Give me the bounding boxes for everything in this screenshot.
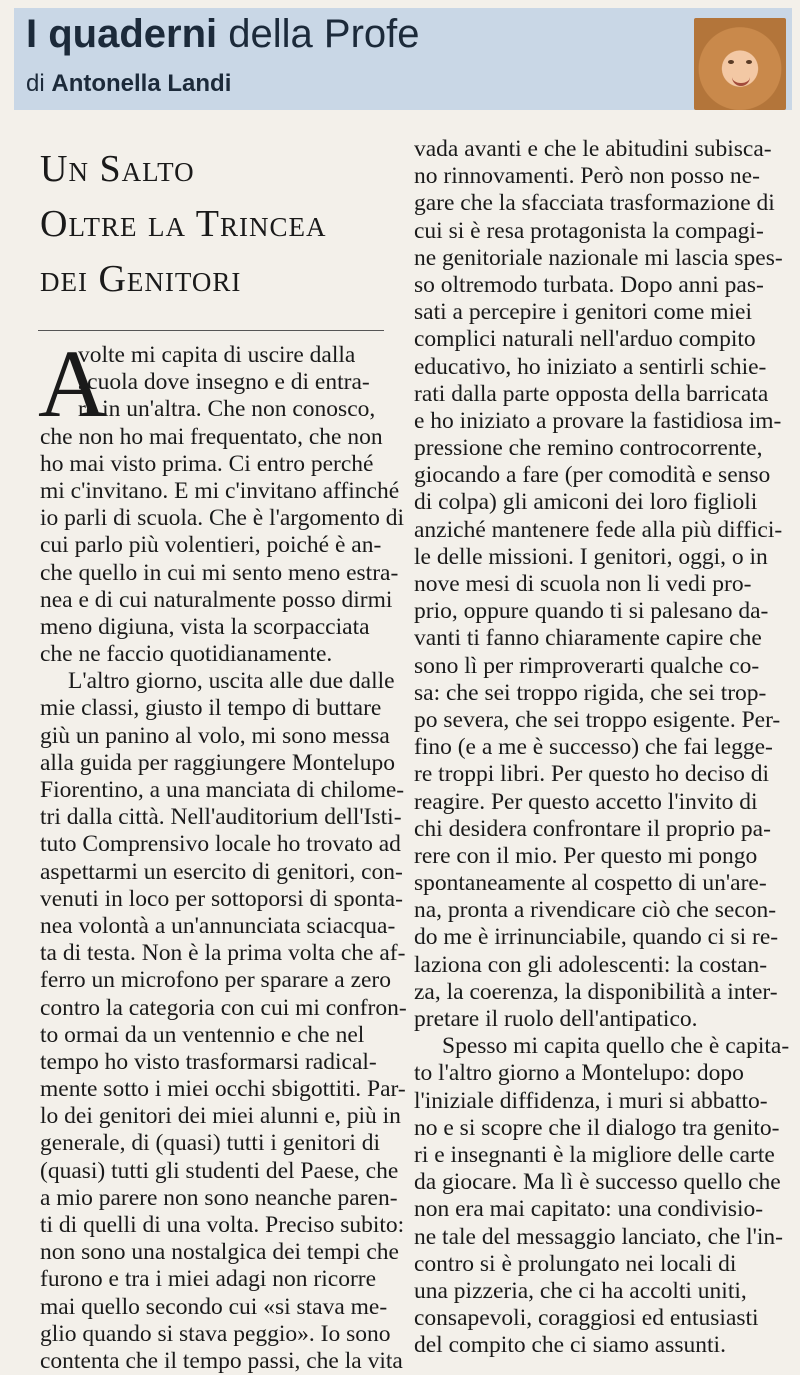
text-line: anziché mantenere fede alla più diffici- xyxy=(414,516,783,543)
text-line: che ne faccio quotidianamente. xyxy=(40,641,333,668)
text-line: pressione che remino controcorrente, xyxy=(414,435,763,462)
text-line: mai quello secondo cui «si stava me- xyxy=(40,1293,388,1320)
text-line: za, la coerenza, la disponibilità a inter- xyxy=(414,978,778,1005)
text-line: io parli di scuola. Che è l'argomento di xyxy=(40,505,405,532)
headline-line: Oltre la Trincea xyxy=(40,203,327,245)
text-line: consapevoli, coraggiosi ed entusiasti xyxy=(414,1305,759,1332)
text-line: to ormai da un ventennio e che nel xyxy=(40,1021,365,1048)
text-line: re in un'altra. Che non conosco, xyxy=(78,396,376,423)
text-line: le delle missioni. I genitori, oggi, o in xyxy=(414,543,768,570)
text-line: tempo ho visto trasformarsi radical- xyxy=(40,1048,377,1075)
text-line: cui parlo più volentieri, poiché è an- xyxy=(40,532,382,559)
text-line: meno digiuna, vista la scorpacciata xyxy=(40,613,370,640)
column-header xyxy=(14,8,792,110)
text-line: giocando a fare (per comodità e senso xyxy=(414,462,771,489)
text-line: da giocare. Ma lì è successo quello che xyxy=(414,1169,781,1196)
text-line: sa: che sei troppo rigida, che sei trop- xyxy=(414,679,767,706)
text-line: venuti in loco per sottoporsi di sponta- xyxy=(40,885,403,912)
text-line: pretare il ruolo dell'antipatico. xyxy=(414,1006,698,1032)
column-title xyxy=(26,12,420,56)
text-line: ho mai visto prima. Ci entro perché xyxy=(40,450,374,477)
author-photo xyxy=(694,18,786,110)
text-line: l'iniziale diffidenza, i muri si abbatto- xyxy=(414,1087,768,1114)
text-line: non era mai capitato: una condivisio- xyxy=(414,1196,764,1223)
text-line: generale, di (quasi) tutti i genitori di xyxy=(40,1130,381,1157)
text-line: ta di testa. Non è la prima volta che af- xyxy=(40,940,406,967)
text-line: vanti ti fanno chiaramente capire che xyxy=(414,625,762,652)
text-line: po severa, che sei troppo esigente. Per- xyxy=(414,706,781,733)
text-line: glio quando si stava peggio». Io sono xyxy=(40,1320,391,1347)
text-line: giù un panino al volo, mi sono messa xyxy=(40,722,390,749)
text-line: prio, oppure quando ti si palesano da- xyxy=(414,598,769,625)
text-line: di colpa) gli amiconi dei loro figlioli xyxy=(414,489,758,516)
text-line: to l'altro giorno a Montelupo: dopo xyxy=(414,1060,744,1087)
text-line: che non ho mai frequentato, che non xyxy=(40,423,383,450)
byline-prefix: di xyxy=(26,70,45,97)
text-line: educativo, ho iniziato a sentirli schie- xyxy=(414,353,767,380)
text-line: tri dalla città. Nell'auditorium dell'Isti- xyxy=(40,804,402,831)
text-line: aspettarmi un esercito di genitori, con- xyxy=(40,858,403,885)
text-line: ti di quelli di una volta. Preciso subito: xyxy=(40,1212,405,1238)
text-line: una pizzeria, che ci ha accolti uniti, xyxy=(414,1277,747,1304)
byline xyxy=(26,70,231,98)
text-line: no e si scopre che il dialogo tra genito- xyxy=(414,1114,780,1141)
text-line: sono lì per rimproverarti qualche co- xyxy=(414,652,760,679)
text-line: na, pronta a rivendicare ciò che secon- xyxy=(414,897,777,924)
text-line: contro la categoria con cui mi confron- xyxy=(40,994,407,1021)
text-line: ne tale del messaggio lanciato, che l'in- xyxy=(414,1223,784,1250)
text-line: L'altro giorno, uscita alle due dalle xyxy=(68,668,395,695)
text-line: Fiorentino, a una manciata di chilome- xyxy=(40,777,405,803)
text-line: a mio parere non sono neanche paren- xyxy=(40,1184,398,1211)
text-line: lo dei genitori dei miei alunni e, più in xyxy=(40,1103,401,1130)
text-line: ferro un microfono per sparare a zero xyxy=(40,967,392,994)
text-line: re troppi libri. Per questo ho deciso di xyxy=(414,761,770,788)
text-line: contenta che il tempo passi, che la vita xyxy=(40,1347,403,1374)
text-line: vada avanti e che le abitudini subisca- xyxy=(414,136,772,162)
text-line: che quello in cui mi sento meno estra- xyxy=(40,559,399,586)
text-line: non sono una nostalgica dei tempi che xyxy=(40,1239,399,1266)
text-line: tuto Comprensivo locale ho trovato ad xyxy=(40,831,401,858)
text-line: alla guida per raggiungere Montelupo xyxy=(40,749,395,776)
text-line: mie classi, giusto il tempo di buttare xyxy=(40,695,382,722)
headline-line: Un Salto xyxy=(40,148,195,190)
article-headline xyxy=(40,142,390,307)
text-line: rati dalla parte opposta della barricata xyxy=(414,380,769,407)
text-line: fino (e a me è successo) che fai legge- xyxy=(414,734,773,761)
text-line: (quasi) tutti gli studenti del Paese, che xyxy=(40,1157,399,1184)
text-line: chi desidera confrontare il proprio pa- xyxy=(414,815,771,842)
text-line: ne genitoriale nazionale mi lascia spes- xyxy=(414,244,783,271)
text-line: mi c'invitano. E mi c'invitano affinché xyxy=(40,477,400,504)
headline-line: dei Genitori xyxy=(40,258,242,300)
drop-cap: A xyxy=(38,330,108,437)
text-line: Spesso mi capita quello che è capita- xyxy=(442,1033,790,1060)
text-line: do me è irrinunciabile, quando ci si re- xyxy=(414,924,779,951)
text-line: gare che la sfacciata trasformazione di xyxy=(414,190,775,217)
text-line: no rinnovamenti. Però non posso ne- xyxy=(414,163,760,190)
text-line: mente sotto i miei occhi sbigottiti. Par- xyxy=(40,1076,406,1103)
text-line: contro si è prolungato nei locali di xyxy=(414,1250,737,1277)
text-line: rere con il mio. Per questo mi pongo xyxy=(414,842,758,869)
text-line: nea e di cui naturalmente posso dirmi xyxy=(40,586,393,613)
text-line: laziona con gli adolescenti: la costan- xyxy=(414,951,768,978)
text-line: ri e insegnanti è la migliore delle carte xyxy=(414,1141,775,1168)
column-title-light: della Profe xyxy=(228,12,420,56)
text-line: furono e tra i miei adagi non ricorre xyxy=(40,1266,377,1293)
article-column-1 xyxy=(38,330,407,1375)
text-line: volte mi capita di uscire dalla xyxy=(78,342,356,368)
text-line: nea volontà a un'annunciata sciacqua- xyxy=(40,912,396,939)
text-line: reagire. Per questo accetto l'invito di xyxy=(414,788,758,815)
author-name: Antonella Landi xyxy=(51,70,232,97)
text-line: so oltremodo turbata. Dopo anni pas- xyxy=(414,271,764,298)
text-line: spontaneamente al cospetto di un'are- xyxy=(414,870,767,897)
text-line: sati a percepire i genitori come miei xyxy=(414,299,752,326)
text-line: complici naturali nell'arduo compito xyxy=(414,326,756,353)
column-title-bold: I quaderni xyxy=(26,12,218,56)
text-line: cui si è resa protagonista la compagi- xyxy=(414,217,764,244)
text-line: e ho iniziato a provare la fastidiosa im- xyxy=(414,407,782,434)
text-line: nove mesi di scuola non li vedi pro- xyxy=(414,571,752,597)
text-line: scuola dove insegno e di entra- xyxy=(78,369,370,396)
article-column-2 xyxy=(414,136,790,1359)
text-line: del compito che ci siamo assunti. xyxy=(414,1332,726,1359)
